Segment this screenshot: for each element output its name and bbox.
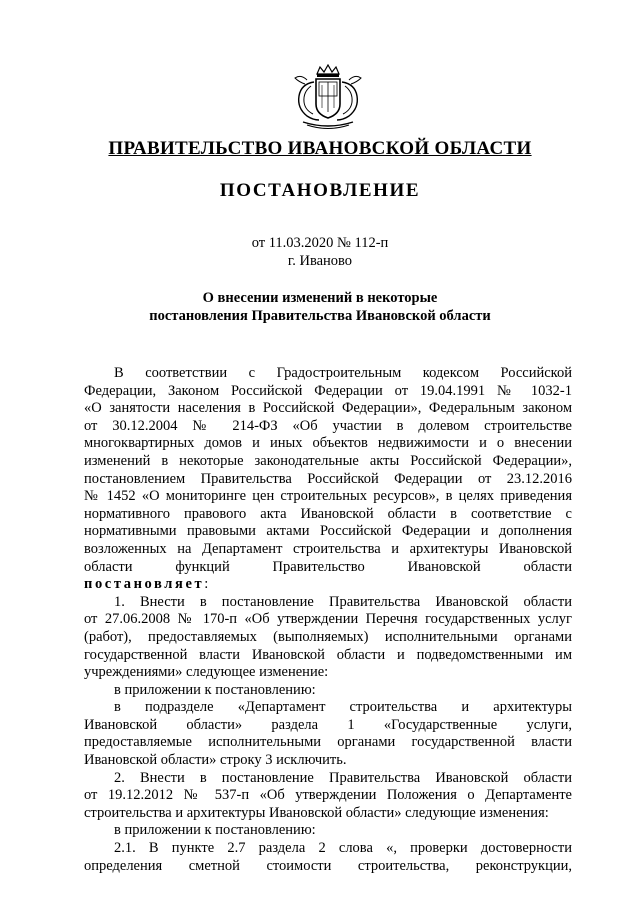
city: г. Иваново — [287, 253, 353, 269]
preamble-line: изменений в некоторые законодательные акты Российской Федерации», — [84, 452, 572, 469]
item-1-sub-line: предоставляемые исполнительными органами государственной власти — [84, 734, 572, 751]
document-subject — [0, 289, 640, 325]
item-1-line: от 27.06.2008 № 170-п «Об утверждении Перечня государственных услуг — [84, 611, 572, 628]
decrees-word: постановляет — [84, 576, 205, 593]
date-and-place — [0, 234, 640, 270]
preamble-line: постановлением Правительства Российской Федерации от 23.12.2016 — [84, 470, 572, 487]
preamble-line: области функций Правительство Ивановской области — [84, 558, 572, 575]
item-1-line: государственной власти Ивановской области и подведомственными им — [84, 646, 572, 663]
item-2-line: 2. Внести в постановление Правительства Ивановской области — [114, 769, 572, 786]
item-1-annex: в приложении к постановлению: — [114, 681, 316, 698]
item-2-line: от 19.12.2012 № 537-п «Об утверждении Положения о Департаменте — [84, 787, 572, 804]
item-1-sub-line: в подразделе «Департамент строительства и архитектуры — [114, 699, 572, 716]
item-2-annex: в приложении к постановлению: — [114, 822, 316, 839]
item-1-sub-line: Ивановской области» строку 3 исключить. — [84, 752, 347, 769]
preamble-line: многоквартирных домов и иных объектов недвижимости и о внесении — [84, 435, 572, 452]
item-1-line: 1. Внести в постановление Правительства Ивановской области — [114, 593, 572, 610]
government-title: ПРАВИТЕЛЬСТВО ИВАНОВСКОЙ ОБЛАСТИ — [108, 138, 532, 159]
preamble-line: возложенных на Департамент строительства и архитектуры Ивановской — [84, 540, 572, 557]
preamble-line: нормативного правового акта Ивановской области в соответствие с — [84, 505, 572, 522]
subject-line-1: О внесении изменений в некоторые — [202, 290, 438, 306]
preamble-line: В соответствии с Градостроительным кодексом Российской — [114, 365, 572, 381]
preamble-line: нормативными правовыми актами Российской Федерации и дополнения — [84, 523, 572, 540]
item-2-line: строительства и архитектуры Ивановской области» следующие изменения: — [84, 804, 549, 821]
document-body — [84, 365, 572, 875]
subject-line-2: постановления Правительства Ивановской области — [149, 308, 491, 324]
coat-of-arms-emblem — [287, 64, 369, 130]
preamble-line: «О занятости населения в Российской Федерации», Федеральным законом — [84, 400, 572, 417]
decrees-line: постановляет: — [84, 576, 209, 593]
item-2-1-line: 2.1. В пункте 2.7 раздела 2 слова «, проверки достоверности — [114, 840, 572, 857]
date-number: от 11.03.2020 № 112-п — [251, 235, 389, 251]
item-1-line: учреждениями» следующее изменение: — [84, 664, 329, 681]
document-type-title: ПОСТАНОВЛЕНИЕ — [219, 180, 421, 201]
preamble-line: от 30.12.2004 № 214-ФЗ «Об участии в долевом строительстве — [84, 417, 572, 434]
preamble-line: Федерации, Законом Российской Федерации от 19.04.1991 № 1032-1 — [84, 382, 572, 399]
item-2-1-line: определения сметной стоимости строительства, реконструкции, — [84, 857, 572, 874]
preamble-line: № 1452 «О мониторинге цен строительных ресурсов», в целях приведения — [84, 488, 572, 505]
item-1-line: (работ), предоставляемых (выполняемых) исполнительными органами — [84, 628, 572, 645]
item-1-sub-line: Ивановской области» раздела 1 «Государственные услуги, — [84, 716, 572, 733]
